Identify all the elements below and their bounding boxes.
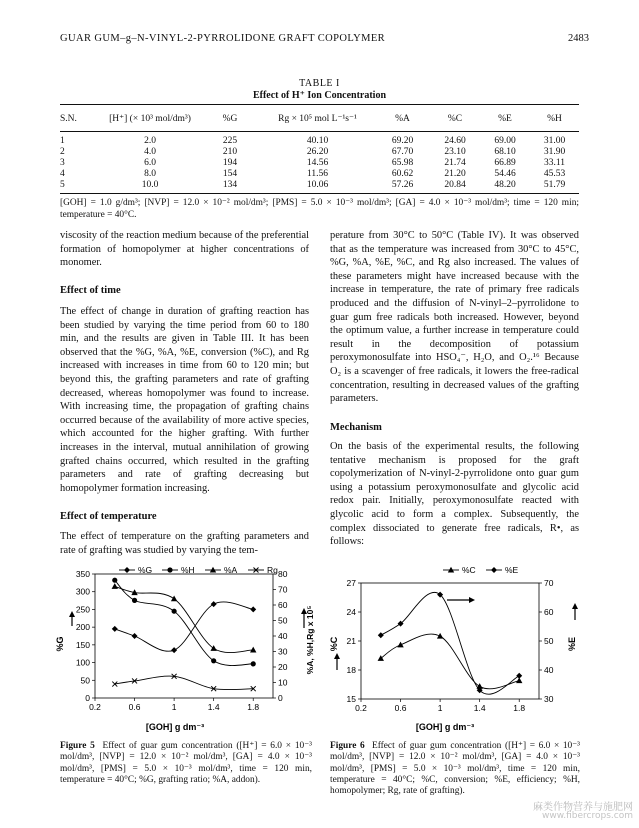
y-tick-label: 350 [75,569,90,579]
table-footnote: [GOH] = 1.0 g/dm³; [NVP] = 12.0 × 10⁻² mol/dm³; [PMS] = 5.0 × 10⁻³ mol/dm³; [GA] = 4.0 × 10⁻³ mol/dm³; time = 120 min; temperature = 40°C. [60,198,579,220]
y2-tick-label: 70 [278,584,288,595]
figure-6-y-label: %C [329,636,339,652]
y2-tick-label: 20 [278,662,288,672]
cell: 66.89 [494,158,516,168]
cell: 60.62 [391,169,414,179]
cell: 210 [222,147,238,157]
cell: 225 [222,136,238,146]
cell: 134 [222,180,238,190]
col-header: %C [447,113,463,124]
cell: 24.60 [444,136,466,146]
data-point [132,633,138,639]
axis-arrow-head [572,603,578,609]
data-point [132,598,137,603]
cell: 4 [60,169,65,179]
cell: 54.46 [494,169,516,179]
col-header: S.N. [60,113,77,124]
data-point [210,645,216,651]
table-caption: Effect of H⁺ Ion Concentration [252,90,387,101]
y2-tick-label: 40 [544,665,554,675]
legend-entry: %G [138,565,153,575]
figure-6-legend [443,565,519,575]
x-tick-label: 0.2 [89,702,101,712]
cell: 21.74 [444,158,466,168]
data-point [378,655,384,661]
cell: 26.20 [306,147,329,157]
data-point [516,673,522,679]
table-row [60,136,579,147]
cell: 68.10 [494,147,516,157]
table-top-rule [60,104,579,105]
cell: 1 [60,136,65,146]
cell: 31.90 [543,147,566,157]
axis-arrow-head [334,653,340,659]
y-tick-label: 200 [75,622,90,633]
data-point [172,609,177,614]
y-tick-label: 250 [75,604,90,615]
y2-tick-label: 50 [544,636,554,646]
cell: 11.56 [306,169,329,179]
cell: 154 [222,169,238,179]
data-point [211,601,217,607]
figure-6-caption-text: Effect of guar gum concentration ([H⁺] = 6.0 × 10⁻³ mol/dm³, [NVP] = 12.0 × 10⁻² mol/dm³, [GA] = 4.0 × 10⁻³ mol/dm³, [PMS] = 5.0 × 10⁻³ mol/dm³, time = 120 min, temperature = 40°C; %C, conversion; %E, efficiency; %H, homopolymer; Rg, rate of grafting). [330,741,580,797]
legend-entry: Rg [267,565,278,575]
paragraph-effect-of-temperature: The effect of temperature on the grafting parameters and rate of grafting was studied by varying the tem- [60,531,309,556]
cell: 14.56 [306,158,329,168]
legend-marker [491,567,497,573]
figure-6-plot [334,578,578,713]
cell: 69.00 [494,136,516,146]
cell: 5 [60,180,65,190]
heading-effect-of-time: Effect of time [60,285,121,296]
cell: 40.10 [306,136,329,146]
legend-marker [167,567,172,572]
cell: 194 [222,158,238,168]
series-line [115,586,253,652]
series-line [381,592,519,694]
table-bottom-rule [60,193,579,194]
legend-marker [124,567,130,573]
cell: 4.0 [144,147,156,157]
figure-6-caption-label: Figure 6 [330,741,365,751]
figure-5-y-label: %G [55,636,65,652]
cell: 67.70 [391,147,414,157]
figure-6-x-label: [GOH] g dm⁻³ [415,722,475,732]
col-header: Rg × 10⁵ mol L⁻¹s⁻¹ [278,113,357,124]
x-tick-label: 1 [171,702,177,712]
col-header: %E [498,113,512,124]
figure-5-caption-label: Figure 5 [60,741,95,751]
col-header: %G [222,113,238,124]
data-point [437,633,443,639]
legend-entry: %A [224,565,238,575]
y2-tick-label: 30 [278,646,288,657]
y2-tick-label: 40 [278,631,288,641]
page-number: 2483 [568,33,589,44]
cell: 69.20 [391,136,414,146]
y-tick-label: 21 [346,636,356,646]
y2-tick-label: 50 [278,615,288,626]
x-tick-label: 0.6 [394,703,407,713]
series-arrow-head [469,597,475,603]
axis-arrow-head [69,611,75,617]
table-row [60,180,579,191]
y2-tick-label: 60 [544,607,554,617]
cell: 6.0 [144,158,156,168]
x-tick-label: 1.8 [247,702,260,712]
y-tick-label: 300 [75,586,90,597]
y-tick-label: 150 [75,639,90,650]
figure-5-chart [55,562,325,737]
x-tick-label: 1.8 [513,703,526,713]
data-point [250,647,256,653]
x-tick-label: 1.4 [207,702,220,712]
data-point [397,642,403,648]
cell: 45.53 [543,169,566,179]
heading-mechanism: Mechanism [330,422,382,433]
legend-entry: %C [462,565,476,575]
col-header: %A [395,113,410,124]
y2-tick-label: 70 [544,578,554,588]
y2-tick-label: 10 [278,677,288,688]
cell: 10.06 [306,180,329,190]
col-header: %H [547,113,562,124]
data-point [211,658,216,663]
y-tick-label: 50 [80,675,90,686]
table-label: TABLE I [299,78,340,89]
cell: 48.20 [494,180,516,190]
paragraph-intro: viscosity of the reaction medium because of the preferential formation of homopolymer at higher concentrations of monomer. [60,230,309,269]
y-tick-label: 27 [346,578,356,588]
x-tick-label: 1.4 [473,703,486,713]
series-line [115,676,253,690]
paragraph-effect-of-time: The effect of change in duration of grafting reaction has been studied by varying the time period from 60 to 180 min, and the results are given in Table III. It has been observed that the %G, %A, %E, conversion (%C), and Rg increased with increases in time from 60 to 120 min; but beyond this, the grafting parameters and rate of grafting decreased, whereas homopolymer was found to increase. With increasing time, the propagation of grafting chains occurred because of the availability of more active species, which accounted for the higher grafting. With further increases in the interval, mutual annihilation of growing grafted chains occurred, which resulted in the grafting parameters and rate of grafting decreasing but homopolymer formation increasing. [60,306,309,494]
cell: 8.0 [144,169,156,179]
data-point [112,578,117,583]
y2-tick-label: 0 [278,693,283,703]
data-point [112,583,118,589]
x-tick-label: 0.6 [128,702,141,712]
cell: 23.10 [444,147,466,157]
table-row [60,147,579,158]
cell: 31.00 [543,136,566,146]
y2-tick-label: 30 [544,694,554,704]
legend-entry: %H [181,565,195,575]
paragraph-mechanism: On the basis of the experimental results, the following tentative mechanism is proposed for the graft copolymerization of N-vinyl-2-pyrrolidone onto guar gum using a potassium peroxymonosulfate and glycolic acid redox pair. Initially, peroxymonosulfate reacted with glycolic acid to form a complex. Subsequently, the complex dissociated to generate free radicals, R•, as follows: [330,441,579,548]
cell: 2 [60,147,65,157]
cell: 57.26 [391,180,414,190]
cell: 2.0 [144,136,156,146]
running-head: GUAR GUM–g–N-VINYL-2-PYRROLIDONE GRAFT COPOLYMER [60,33,386,44]
data-point [250,606,256,612]
plot-frame [95,574,273,698]
figure-6-chart [325,562,585,737]
cell: 51.79 [543,180,566,190]
y2-tick-label: 60 [278,600,288,610]
cell: 21.20 [444,169,466,179]
figure-6-caption [330,741,580,797]
figure-5-x-label: [GOH] g dm⁻³ [145,722,205,732]
cell: 10.0 [141,180,159,190]
series-line [381,634,519,689]
figure-6-y2-label: %E [567,636,577,652]
y2-tick-label: 80 [278,569,288,579]
table-row [60,169,579,180]
col-header: [H⁺] (× 10³ mol/dm³) [109,113,191,124]
figure-5-y2-label: %A, %H,Rg x 10⁵ [305,605,315,675]
y-tick-label: 100 [75,657,90,668]
table-header-row [60,106,579,132]
figure-5-plot [69,569,307,712]
legend-entry: %E [505,565,519,575]
y-tick-label: 0 [85,693,90,703]
figure-5-caption [60,741,312,786]
table-row [60,158,579,169]
data-point [378,632,384,638]
watermark-text: 麻类作物营养与施肥网 [533,802,633,813]
x-tick-label: 1 [437,703,443,713]
figure-5-legend [119,565,278,575]
y-tick-label: 15 [346,694,356,704]
cell: 33.11 [543,158,566,168]
paragraph-temperature-continued: perature from 30°C to 50°C (Table IV). It was observed that as the temperature was increased from 30°C to 45°C, %G, %A, %E, %C, and Rg also increased. The values of these parameters might have increased because with the increase in temperature, the rate of primary free radicals produced and the diffusion of N-vinyl–2–pyrrolidone to guar gum free radicals both increased. However, beyond the optimum value, a further increase in temperature could result in the decomposition of potassium peroxymonosulfate into HSO₄⁻, H₂O, and O₂.¹⁶ Because O₂ is a scavenger of free radicals, it lowers the free-radical concentration, resulting in decreased values of the grafting parameters. [330,230,579,405]
data-point [171,647,177,653]
cell: 20.84 [444,180,466,190]
x-tick-label: 0.2 [355,703,367,713]
data-point [112,626,118,632]
data-table [60,106,579,191]
cell: 65.98 [391,158,414,168]
data-point [251,661,256,666]
cell: 3 [60,158,65,168]
figure-5-caption-text: Effect of guar gum concentration ([H⁺] = 6.0 × 10⁻³ mol/dm³, [NVP] = 12.0 × 10⁻² mol/dm³, [GA] = 4.0 × 10⁻³ mol/dm³, [PMS] = 5.0 × 10⁻³ mol/dm³, time = 120 min, temperature = 40°C; %G, grafting ratio; %A, addon). [60,741,312,785]
y-tick-label: 24 [346,607,356,617]
y-tick-label: 18 [346,665,356,675]
heading-effect-of-temperature: Effect of temperature [60,511,157,522]
watermark-url: www.fibercrops.com [542,811,633,821]
data-point [171,596,177,602]
